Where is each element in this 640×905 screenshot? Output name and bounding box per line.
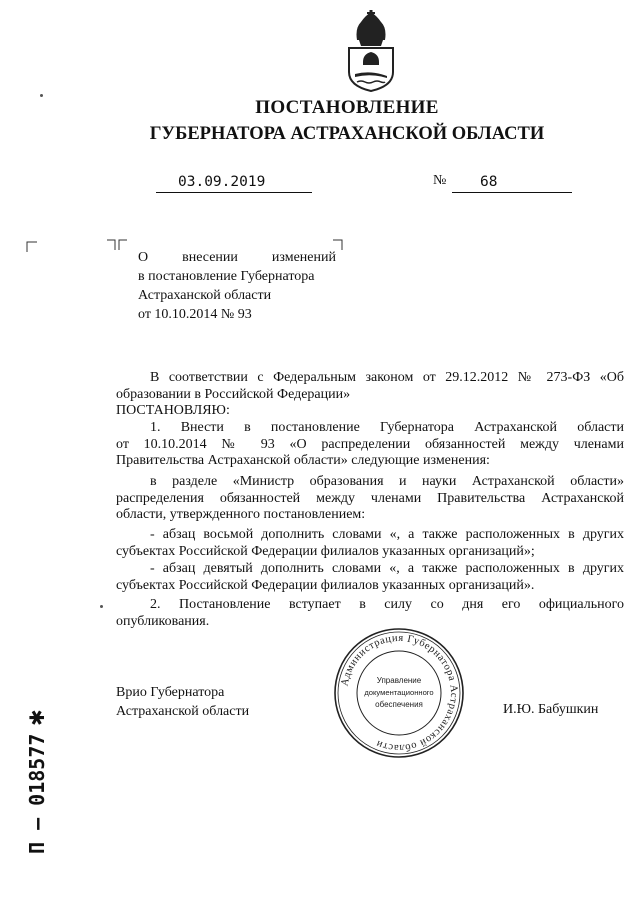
scan-speck	[100, 605, 103, 608]
preamble-line: В соответствии с Федеральным законом от 29.12.2012 № 273-ФЗ «Об	[150, 370, 624, 385]
corner-mark-subject-start	[106, 239, 128, 251]
paragraph-9-line: субъектах Российской Федерации филиалов указанных организаций».	[116, 577, 535, 593]
subject-word: О	[138, 250, 149, 265]
preamble	[116, 370, 624, 420]
item-1-line: 1. Внести в постановление Губернатора Астраханской области	[150, 420, 624, 435]
stamp-ring-text: Администрация Губернатора Астраханской области	[339, 632, 460, 754]
position-line: Астраханской области	[116, 704, 250, 719]
document-date: 03.09.2019	[156, 173, 312, 193]
coat-of-arms-emblem	[343, 10, 399, 92]
section-line: области, утвержденного постановлением:	[116, 507, 366, 522]
document-title: ПОСТАНОВЛЕНИЕ	[255, 97, 439, 118]
signatory-position	[116, 683, 249, 721]
item-2	[116, 597, 624, 630]
section-line: в разделе «Министр образования и науки Астраханской области»	[150, 474, 624, 489]
stamp-center-line: обеспечения	[375, 700, 423, 709]
item-2-line: 2. Постановление вступает в силу со дня его официального	[150, 597, 624, 612]
document-issuer: ГУБЕРНАТОРА АСТРАХАНСКОЙ ОБЛАСТИ	[149, 124, 545, 144]
position-line: Врио Губернатора	[116, 685, 225, 700]
section-change	[116, 474, 624, 524]
number-label: №	[433, 173, 447, 188]
official-stamp	[333, 627, 465, 759]
subject-line-2: в постановление Губернатора	[138, 269, 315, 284]
paragraph-8-line: - абзац восьмой дополнить словами «, а также расположенных в других	[150, 527, 624, 542]
asterisk-mark: ✱	[25, 709, 49, 726]
stamp-center-line: документационного	[364, 688, 434, 697]
subject-line-3: Астраханской области	[138, 288, 272, 303]
item-1-line: от 10.10.2014 № 93 «О распределении обязанностей между членами	[116, 436, 624, 452]
document-number: 68	[452, 173, 572, 193]
paragraph-8-line: субъектах Российской Федерации филиалов указанных организаций»;	[116, 543, 535, 559]
signatory-name: И.Ю. Бабушкин	[503, 702, 599, 717]
resolve-heading: ПОСТАНОВЛЯЮ:	[116, 403, 230, 418]
subject-word: внесении	[182, 250, 238, 265]
paragraph-9-line: - абзац девятый дополнить словами «, а также расположенных в других	[150, 561, 624, 576]
section-line: распределения обязанностей между членами Правительства Астраханской	[116, 490, 624, 506]
item-1-line: Правительства Астраханской области» следующие изменения:	[116, 453, 490, 468]
paragraph-8-change	[116, 527, 624, 560]
item-2-line: опубликования.	[116, 613, 210, 629]
subject-block	[138, 248, 336, 324]
subject-word: изменений	[271, 250, 336, 265]
serial-number	[0, 700, 64, 870]
subject-line-4: от 10.10.2014 № 93	[138, 307, 252, 322]
corner-mark-left	[26, 241, 38, 253]
stamp-center-line: Управление	[376, 676, 422, 685]
subject-line-1	[138, 248, 336, 267]
item-1	[116, 420, 624, 470]
preamble-line: образовании в Российской Федерации»	[116, 386, 351, 402]
scan-speck	[40, 94, 43, 97]
paragraph-9-change	[116, 561, 624, 594]
serial-number-text: П – 018577	[25, 733, 49, 854]
